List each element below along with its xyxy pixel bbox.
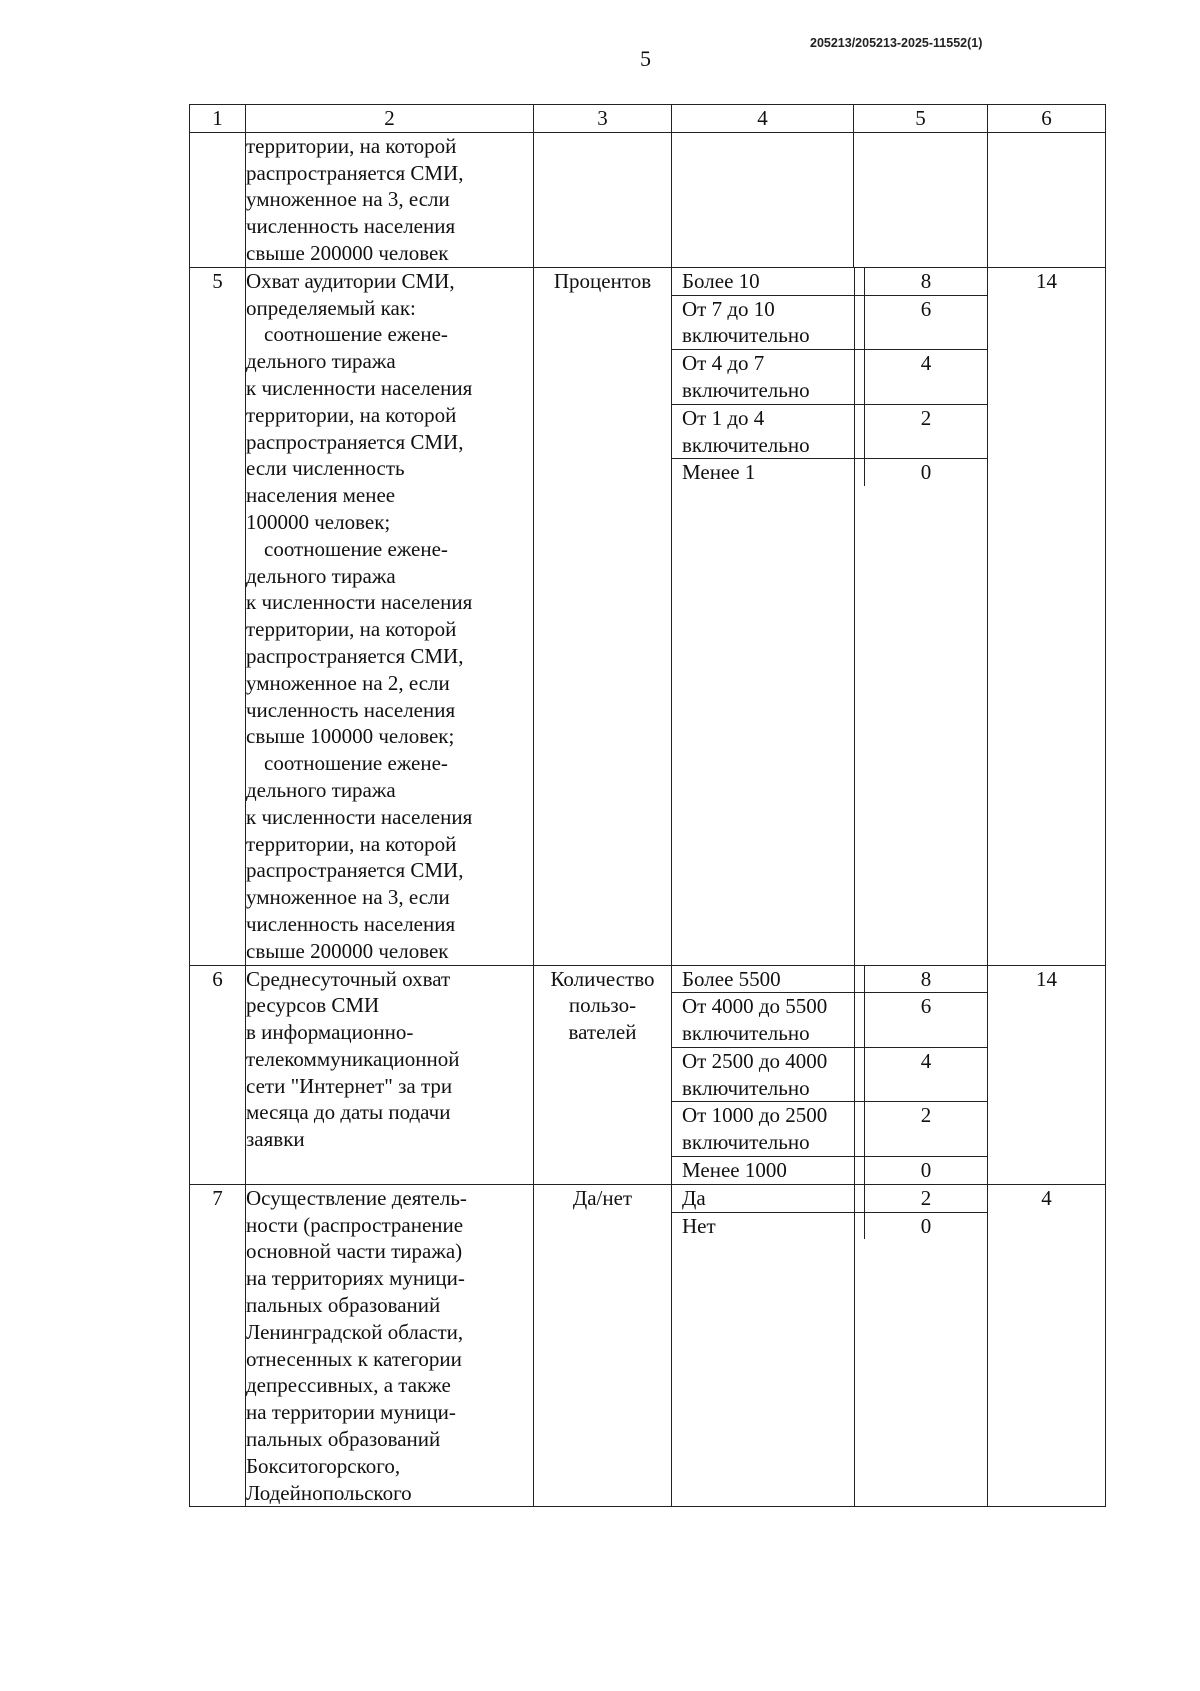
range-line: Да <box>682 1185 706 1210</box>
text-line: депрессивных, а также <box>246 1373 451 1398</box>
criteria-points-cell: 8 <box>865 268 988 295</box>
continuation-row <box>190 132 1106 267</box>
criteria-points-cell: 8 <box>865 966 988 993</box>
table-row <box>190 267 1106 965</box>
criteria-points-cell: 6 <box>865 295 988 350</box>
text-line: на территориях муници- <box>246 1266 465 1291</box>
continuation-range-cell <box>672 132 854 267</box>
criteria-points-cell: 2 <box>865 404 988 459</box>
criteria-range-cell <box>672 1212 865 1239</box>
criteria-row <box>672 404 987 459</box>
criteria-range-cell <box>672 1102 865 1157</box>
text-line: ности (распространение <box>246 1212 464 1237</box>
text-line: дельного тиража <box>246 563 396 588</box>
text-line: к численности населения <box>246 375 473 400</box>
header-cell: 2 <box>246 105 534 133</box>
text-line: свыше 200000 человек <box>246 938 449 963</box>
criteria-row <box>672 459 987 486</box>
unit-line: Количество <box>550 966 655 991</box>
criteria-row <box>672 1047 987 1102</box>
text-line: распространяется СМИ, <box>246 160 464 185</box>
max-points-cell: 14 <box>988 267 1106 965</box>
text-line: в информационно- <box>246 1020 414 1045</box>
criteria-points-cell: 6 <box>865 993 988 1048</box>
text-line: численность населения <box>246 697 456 722</box>
range-line: От 7 до 10 <box>682 296 775 321</box>
criteria-range-cell <box>672 1185 865 1212</box>
unit-line: Процентов <box>553 268 652 293</box>
max-points-cell: 14 <box>988 965 1106 1184</box>
criteria-range-cell <box>672 350 865 405</box>
page-number: 5 <box>640 46 651 71</box>
range-line: Более 5500 <box>682 966 781 991</box>
criteria-points-cell: 0 <box>920 460 932 485</box>
criteria-row <box>672 966 987 993</box>
indicator-name-cell <box>246 267 534 965</box>
range-line: включительно <box>682 323 810 348</box>
criteria-range-cell <box>672 1157 865 1184</box>
continuation-num-cell <box>190 132 246 267</box>
continuation-max-cell <box>988 132 1106 267</box>
range-line: включительно <box>682 377 810 402</box>
text-line: ресурсов СМИ <box>246 993 380 1018</box>
unit-cell <box>534 965 672 1184</box>
range-line: включительно <box>682 1075 810 1100</box>
continuation-unit-cell <box>534 132 672 267</box>
header-cell: 6 <box>988 105 1106 133</box>
criteria-subtable <box>672 268 987 486</box>
range-line: От 4000 до 5500 <box>682 994 828 1019</box>
text-line: соотношение ежене- <box>264 322 448 347</box>
row-number-cell: 6 <box>190 965 246 1184</box>
text-line: Среднесуточный охват <box>246 966 451 991</box>
range-line: Более 10 <box>682 268 760 293</box>
text-line: соотношение ежене- <box>264 751 448 776</box>
text-line: определяемый как: <box>246 295 416 320</box>
criteria-row <box>672 350 987 405</box>
text-line: населения менее <box>246 483 396 508</box>
criteria-row <box>672 1102 987 1157</box>
text-line: телекоммуникационной <box>246 1046 460 1071</box>
range-line: Менее 1 <box>682 460 756 485</box>
range-line: включительно <box>682 432 810 457</box>
criteria-row <box>672 993 987 1048</box>
criteria-points-cell: 2 <box>865 1102 988 1157</box>
text-line: дельного тиража <box>246 349 396 374</box>
continuation-text-cell <box>246 132 534 267</box>
text-line: к численности населения <box>246 804 473 829</box>
range-line: Нет <box>682 1213 716 1238</box>
range-line: От 2500 до 4000 <box>682 1048 828 1073</box>
criteria-divider <box>854 268 855 965</box>
unit-cell <box>534 1184 672 1507</box>
text-line: сети "Интернет" за три <box>246 1073 453 1098</box>
criteria-range-cell <box>672 459 865 486</box>
criteria-points-cell: 0 <box>920 1158 932 1183</box>
text-line: распространяется СМИ, <box>246 429 464 454</box>
text-line: к численности населения <box>246 590 473 615</box>
range-line: Менее 1000 <box>682 1158 787 1183</box>
text-line: Лодейнопольского <box>246 1480 412 1505</box>
criteria-range-cell <box>672 404 865 459</box>
document-id: 205213/205213-2025-11552(1) <box>810 36 983 50</box>
text-line: численность населения <box>246 214 456 239</box>
text-line: соотношение ежене- <box>264 536 448 561</box>
text-line: пальных образований <box>246 1427 441 1452</box>
range-line: включительно <box>682 1021 810 1046</box>
criteria-points-cell: 4 <box>865 1047 988 1102</box>
text-line: Ленинградской области, <box>246 1319 464 1344</box>
text-line: умноженное на 2, если <box>246 670 450 695</box>
range-line: включительно <box>682 1130 810 1155</box>
indicator-name-cell <box>246 965 534 1184</box>
criteria-row <box>672 1212 987 1239</box>
criteria-range-cell <box>672 966 865 993</box>
text-line: Бокситогорского, <box>246 1453 401 1478</box>
text-line: численность населения <box>246 911 456 936</box>
unit-line: пользо- <box>568 993 637 1018</box>
text-line: если численность <box>246 456 405 481</box>
text-line: на территории муници- <box>246 1400 456 1425</box>
unit-cell <box>534 267 672 965</box>
text-line: территории, на которой <box>246 133 457 158</box>
continuation-points-cell <box>854 132 988 267</box>
criteria-divider <box>854 1185 855 1507</box>
criteria-row <box>672 1157 987 1184</box>
criteria-range-cell <box>672 1047 865 1102</box>
header-cell: 4 <box>672 105 854 133</box>
criteria-table <box>189 104 1106 1507</box>
text-line: распространяется СМИ, <box>246 858 464 883</box>
criteria-subtable <box>672 966 987 1184</box>
text-line: территории, на которой <box>246 617 457 642</box>
max-points-cell: 4 <box>988 1184 1106 1507</box>
range-line: От 1000 до 2500 <box>682 1103 828 1128</box>
criteria-range-cell <box>672 295 865 350</box>
table-header-row <box>190 105 1106 133</box>
text-line: свыше 200000 человек <box>246 240 449 265</box>
unit-line: вателей <box>568 1020 637 1045</box>
header-cell: 1 <box>190 105 246 133</box>
text-line: территории, на которой <box>246 402 457 427</box>
criteria-range-cell <box>672 993 865 1048</box>
criteria-points-cell: 0 <box>920 1213 932 1238</box>
criteria-range-cell <box>672 268 865 295</box>
range-line: От 1 до 4 <box>682 405 765 430</box>
text-line: основной части тиража) <box>246 1239 463 1264</box>
text-line: дельного тиража <box>246 777 396 802</box>
criteria-row <box>672 1185 987 1212</box>
unit-line: Да/нет <box>572 1185 633 1210</box>
header-cell: 5 <box>854 105 988 133</box>
text-line: распространяется СМИ, <box>246 643 464 668</box>
criteria-subtable <box>672 1185 987 1240</box>
criteria-divider <box>854 966 855 1184</box>
criteria-row <box>672 268 987 295</box>
text-line: заявки <box>246 1127 305 1152</box>
criteria-points-cell: 2 <box>865 1185 988 1212</box>
indicator-name-cell <box>246 1184 534 1507</box>
text-line: отнесенных к категории <box>246 1346 462 1371</box>
range-line: От 4 до 7 <box>682 351 765 376</box>
criteria-row <box>672 295 987 350</box>
text-line: месяца до даты подачи <box>246 1100 451 1125</box>
criteria-points-cell: 4 <box>865 350 988 405</box>
header-cell: 3 <box>534 105 672 133</box>
criteria-cell <box>672 267 988 965</box>
criteria-cell <box>672 1184 988 1507</box>
criteria-cell <box>672 965 988 1184</box>
text-line: Охват аудитории СМИ, <box>246 268 455 293</box>
row-number-cell: 7 <box>190 1184 246 1507</box>
text-line: умноженное на 3, если <box>246 187 450 212</box>
table-row <box>190 1184 1106 1507</box>
text-line: пальных образований <box>246 1293 441 1318</box>
text-line: 100000 человек; <box>246 509 391 534</box>
row-number-cell: 5 <box>190 267 246 965</box>
text-line: умноженное на 3, если <box>246 885 450 910</box>
table-row <box>190 965 1106 1184</box>
text-line: свыше 100000 человек; <box>246 724 455 749</box>
text-line: территории, на которой <box>246 831 457 856</box>
text-line: Осуществление деятель- <box>246 1185 467 1210</box>
